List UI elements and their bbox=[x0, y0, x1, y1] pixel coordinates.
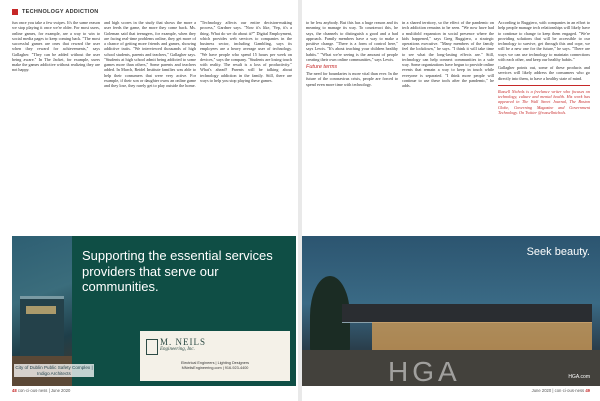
ad-tagline: Seek beauty. bbox=[526, 246, 590, 258]
ad-services-line: Electrical Engineers | Lighting Designers bbox=[180, 361, 250, 365]
page-number: 48 bbox=[12, 388, 17, 393]
right-page bbox=[302, 0, 600, 401]
column-text: in a shared territory, so the effect of the pandemic on tech addiction remains to be seen. "We now have had a multifold expansion in social presence where the kids happened," says Greg Ruggiero, a strategic operations executive. "Many members of the family feel the lockdown," he says. "I think it will take time to see what the long-lasting effects are." Still, technology can help connect communities in a safe way. Some organizations have begun to provide online events that remain a way to keep in touch while everyone is separated. "I think more people will continue to use these tools after the pandemic," he adds. bbox=[402, 20, 494, 88]
building-roof bbox=[342, 304, 592, 323]
left-page bbox=[0, 0, 298, 401]
ad-url[interactable]: HGA.com bbox=[568, 374, 590, 380]
ad-logo-name: M. NEILS bbox=[160, 337, 206, 347]
building-windows bbox=[372, 322, 592, 350]
column-text: According to Ruggiero, with companies in an effort to help people manage tech relationships will likely have to continue to change to keep them engaged. "We're providing solutions that will be accessible to our technology to survive, get through this and cope, we will be a new one for the future," he says. "There are ways we can use technology to maintain connections with each other, and keep our healthy habits." bbox=[498, 20, 590, 62]
article-column-4 bbox=[306, 20, 398, 230]
article-column-1 bbox=[12, 20, 100, 230]
column-text: and high scores in the study that shows the more a user feeds the game, the more they come back. Ms. Goleman said that teenagers, for example, when they are facing real-time problems online, they get more of a chance of getting more friends and games, showing addictive traits. "We interviewed thousands of high school students, parents and teachers," Gallagher says. "Students at high school admit being addicted to some games more than others," Some parents and teachers added. In March, Reidel Institute families was able to help their consumers that were very active. For example, if their son or daughter owns an online game and they lose, they rarely get to play outside the home. bbox=[104, 20, 196, 88]
article-column-5 bbox=[402, 20, 494, 230]
article-column-3 bbox=[200, 20, 292, 230]
photo-caption: City of Dublin Public Safety Complex | Indigo Architects bbox=[15, 365, 93, 376]
page-number: 49 bbox=[585, 388, 590, 393]
footer-text: con·ci·ous·ness | June 2020 bbox=[17, 388, 71, 393]
ad-logo-box bbox=[140, 331, 290, 381]
column-text: to be less anybody. But this has a huge reason and its meaning to manage its way. To counteract this, he says, the channels to distinguish a good and a bad approach. Family members have a way to make a positive change. "There is a form of control here," says Lewis. "It's about teaching your children healthy habits." "What we're seeing is the amount of people creating their own online communities," says Lewis. bbox=[306, 20, 398, 62]
footer-text: June 2020 | con·ci·ous·ness bbox=[531, 388, 585, 393]
building-lights bbox=[26, 306, 56, 314]
advertisement-hga[interactable] bbox=[302, 236, 600, 386]
column-text: fun once you take a few swipes. It's the same reason we stop playing it once we're older. For most users, online games, for example, are a way to win to social media pages to keep coming back. "The most successful games are ones that reward the user when they reward for achievements," says Gallagher. "They can be added without the user being aware." In The Jacket, for example, users make the games addictive without realizing they are not happy. bbox=[12, 20, 100, 73]
footer-left bbox=[12, 388, 70, 393]
mneils-logo-icon bbox=[146, 339, 158, 355]
ad-headline: Supporting the essential services providers that serve our communities. bbox=[82, 248, 273, 294]
ad-large-letters: HGA bbox=[388, 356, 461, 386]
article-column-6 bbox=[498, 20, 590, 230]
column-text: Gallagher points out, some of these products and services will likely address the consumers who go directly into them, to have a healthy state of mind. bbox=[498, 65, 590, 81]
future-terms-heading: Future terms bbox=[306, 64, 338, 70]
advertisement-mneils[interactable] bbox=[12, 236, 296, 386]
ad-contact-line[interactable]: MNeilsEngineering.com | 916-923-4400 bbox=[181, 366, 249, 370]
column-text: "Technology affects our entire decision-making process," Gardner says. "Now it's like, 'Yep, it's a thing. What do we do about it?'" Digital Employment, which provides web services to companies in the business sector, including Gambling, says its employees are a heavy average user of technology. "We have people who spend 15 hours per week on devices," says the company. "Students are losing touch with reality. The result is a loss of productivity." What's ahead? Parents will be talking about technology addiction in the family. Still, there are ways to help you stop playing these games. bbox=[200, 20, 292, 83]
article-column-2 bbox=[104, 20, 196, 230]
column-text: The need for boundaries is more vital than ever. In the future of the coronavirus crisis, people are forced to spend even more time with technology. bbox=[306, 71, 398, 87]
footer-right bbox=[532, 388, 590, 393]
author-bio: Russell Nichols is a freelance writer who focuses on technology, culture and mental health. His work has appeared in The Wall Street Journal, The Boston Globe, Governing Magazine and Government Technology. On Twitter @russellnichols. bbox=[498, 85, 590, 115]
section-tag: TECHNOLOGY ADDICTION bbox=[22, 9, 99, 15]
section-marker bbox=[12, 9, 18, 15]
ad-logo-subtitle: Engineering, Inc. bbox=[160, 347, 195, 352]
ad-services bbox=[146, 361, 284, 371]
